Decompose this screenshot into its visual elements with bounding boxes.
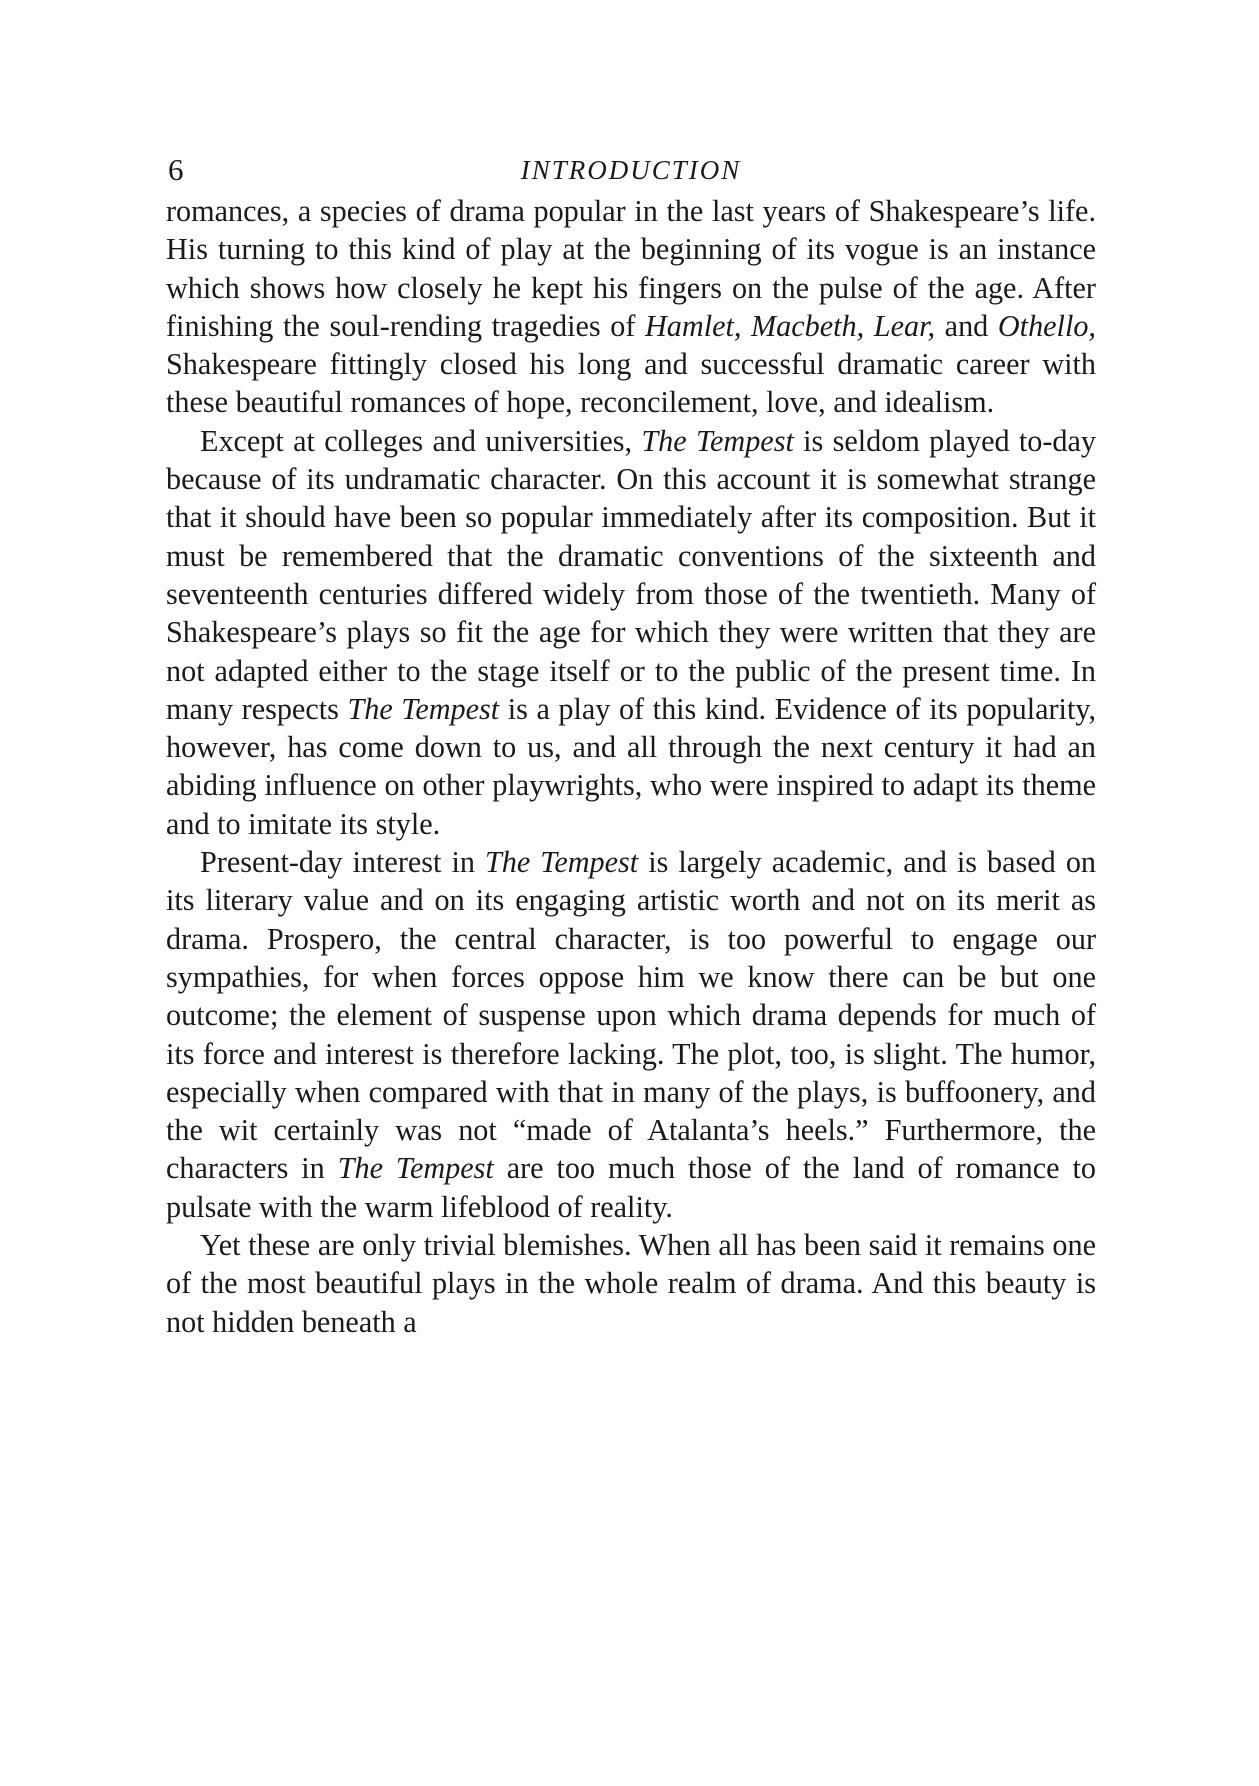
italic-title: The Tempest xyxy=(337,1151,494,1186)
text-run: romances, a species of drama popular in the last years of Shakespeare’s life. His turning to this kind of play at the beginning of its vogue is an instance which shows how closely he kept his fingers on the pulse of the age. After finishing the soul-rending tragedies of xyxy=(166,194,1096,343)
body-text xyxy=(166,192,1096,1341)
text-run: is seldom played to-day because of its undramatic character. On this account it is somewhat strange that it should have been so popular immediately after its composition. But it must be remembered that the dramatic conventions of the sixteenth and seventeenth centuries differed widely from those of the twentieth. Many of Shakespeare’s plays so fit the age for which they were written that they are not adapted either to the stage itself or to the public of the present time. In many respects xyxy=(166,423,1097,726)
italic-title: Hamlet, Macbeth, Lear, xyxy=(645,308,936,343)
text-run: Shakespeare fittingly closed his long and successful dramatic career with these beautiful romances of hope, reconcilement, love, and idealism. xyxy=(166,347,1096,420)
text-run: Present-day interest in xyxy=(200,845,485,880)
text-run: is a play of this kind. Evidence of its popularity, however, has come down to us, and all through the next century it had an abiding influence on other playwrights, who were inspired to adapt its theme and to imitate its style. xyxy=(166,691,1097,841)
paragraph-2 xyxy=(166,422,1096,843)
italic-title: Othello, xyxy=(997,308,1096,343)
text-run: and xyxy=(935,308,998,343)
running-title: INTRODUCTION xyxy=(520,155,742,185)
text-run: Except at colleges and universities, xyxy=(200,423,642,458)
italic-title: The Tempest xyxy=(484,845,639,880)
paragraph-3 xyxy=(166,843,1096,1226)
paragraph-4 xyxy=(166,1226,1096,1341)
italic-title: The Tempest xyxy=(347,691,500,726)
italic-title: The Tempest xyxy=(641,423,794,458)
paragraph-1 xyxy=(166,192,1096,422)
running-head xyxy=(166,150,1096,190)
book-page xyxy=(166,150,1096,1341)
page-number: 6 xyxy=(168,152,184,187)
text-run: are too much those of the land of romance to pulsate with the warm lifeblood of reality. xyxy=(166,1151,1096,1224)
text-run: Yet these are only trivial blemishes. When all has been said it remains one of the most beautiful plays in the whole realm of drama. And this beauty is not hidden beneath a xyxy=(166,1228,1096,1339)
text-run: is largely academic, and is based on its literary value and on its engaging artistic worth and not on its merit as drama. Prospero, the central character, is too powerful to engage our sympathies, for when forces oppose him we know there can be but one outcome; the element of suspense upon which drama depends for much of its force and interest is therefore lacking. The plot, too, is slight. The humor, especially when compared with that in many of the plays, is buffoonery, and the wit certainly was not “made of Atalanta’s heels.” Furthermore, the characters in xyxy=(166,845,1097,1186)
